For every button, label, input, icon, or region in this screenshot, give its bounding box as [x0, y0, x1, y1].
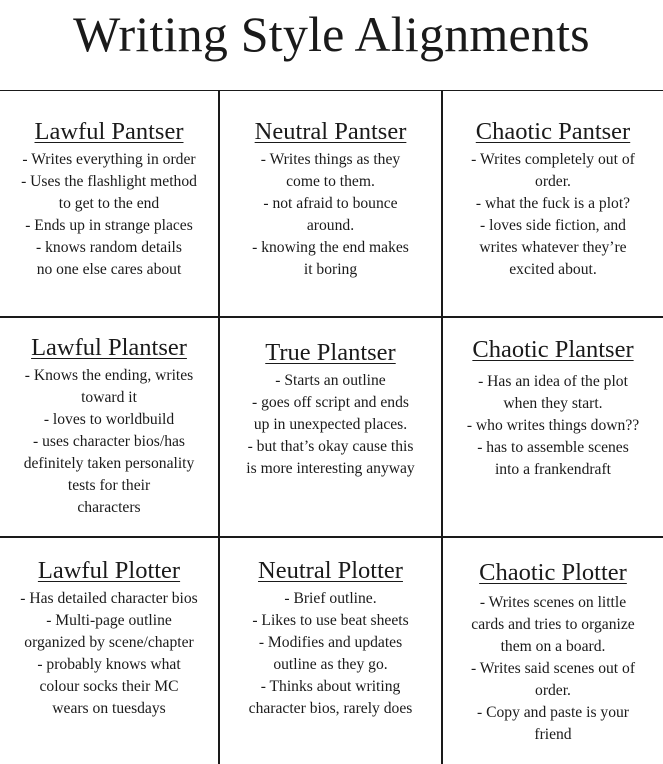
cell-description: [0, 588, 218, 720]
cell-line: tests for their: [67, 477, 151, 494]
cell-description: [443, 590, 663, 746]
cell-heading: Neutral Pantser: [254, 118, 407, 145]
cell-heading: Chaotic Plantser: [472, 336, 634, 363]
cell-chaotic-plotter: [443, 558, 663, 746]
cell-line: - Writes everything in order: [22, 151, 196, 168]
cell-description: [0, 365, 218, 519]
cell-true-plantser: [220, 338, 441, 480]
cell-line: - uses character bios/has: [33, 433, 185, 450]
page-title: Writing Style Alignments: [73, 6, 590, 62]
row-divider-1: [0, 316, 663, 318]
cell-line: outline as they go.: [273, 656, 388, 673]
cell-line: it boring: [303, 261, 358, 278]
cell-line: excited about.: [509, 261, 597, 278]
cell-heading: Chaotic Pantser: [475, 118, 631, 145]
cell-line: come to them.: [286, 173, 375, 190]
cell-line: - Knows the ending, writes: [24, 367, 194, 384]
cell-line: - goes off script and ends: [252, 394, 409, 411]
cell-line: is more interesting anyway: [246, 460, 415, 477]
cell-line: organized by scene/chapter: [24, 634, 194, 651]
cell-heading: Lawful Plotter: [37, 557, 181, 584]
cell-line: - Has an idea of the plot: [478, 373, 628, 390]
cell-line: - Writes things as they: [260, 151, 401, 168]
cell-line: - Ends up in strange places: [25, 217, 193, 234]
cell-line: to get to the end: [58, 195, 160, 212]
cell-line: - loves side fiction, and: [480, 217, 626, 234]
cell-line: - Starts an outline: [275, 372, 386, 389]
cell-line: wears on tuesdays: [52, 700, 166, 717]
cell-line: - Brief outline.: [284, 590, 377, 607]
cell-line: writes whatever they’re: [479, 239, 627, 256]
alignment-grid: [0, 90, 663, 763]
cell-neutral-plotter: [220, 556, 441, 720]
cell-neutral-pantser: [220, 117, 441, 281]
cell-line: - but that’s okay cause this: [247, 438, 414, 455]
cell-line: when they start.: [503, 395, 603, 412]
cell-line: - Has detailed character bios: [20, 590, 198, 607]
cell-chaotic-pantser: [443, 117, 663, 281]
cell-description: [443, 367, 663, 481]
cell-heading: Neutral Plotter: [258, 557, 403, 584]
cell-line: - Copy and paste is your: [476, 704, 630, 721]
cell-line: up in unexpected places.: [253, 416, 408, 433]
cell-line: - probably knows what: [37, 656, 181, 673]
cell-description: [0, 149, 218, 281]
cell-line: - has to assemble scenes: [477, 439, 629, 456]
cell-description: [220, 588, 441, 720]
cell-line: - who writes things down??: [466, 417, 640, 434]
cell-line: no one else cares about: [36, 261, 182, 278]
cell-line: - Writes scenes on little: [479, 594, 627, 611]
cell-line: - Writes completely out of: [471, 151, 635, 168]
cell-line: into a frankendraft: [494, 461, 612, 478]
cell-line: - knowing the end makes: [252, 239, 409, 256]
cell-line: - Likes to use beat sheets: [252, 612, 409, 629]
cell-heading: Lawful Plantser: [31, 334, 187, 361]
cell-heading: Lawful Pantser: [34, 118, 184, 145]
cell-line: - not afraid to bounce: [263, 195, 398, 212]
cell-line: order.: [535, 173, 571, 190]
cell-line: character bios, rarely does: [248, 700, 413, 717]
cell-line: them on a board.: [500, 638, 606, 655]
cell-lawful-pantser: [0, 117, 218, 281]
cell-description: [220, 149, 441, 281]
cell-chaotic-plantser: [443, 335, 663, 481]
cell-line: characters: [77, 499, 141, 516]
cell-line: around.: [306, 217, 355, 234]
cell-line: - knows random details: [36, 239, 182, 256]
cell-heading: Chaotic Plotter: [479, 559, 627, 586]
cell-line: friend: [534, 726, 572, 743]
cell-line: - what the fuck is a plot?: [475, 195, 631, 212]
cell-line: toward it: [81, 389, 137, 406]
cell-line: - Uses the flashlight method: [21, 173, 197, 190]
cell-line: - Writes said scenes out of: [470, 660, 636, 677]
cell-line: - Modifies and updates: [258, 634, 403, 651]
cell-line: order.: [535, 682, 571, 699]
cell-line: - loves to worldbuild: [43, 411, 175, 428]
cell-line: - Multi-page outline: [46, 612, 172, 629]
cell-line: definitely taken personality: [23, 455, 195, 472]
cell-description: [220, 370, 441, 480]
cell-line: cards and tries to organize: [471, 616, 635, 633]
cell-heading: True Plantser: [265, 339, 396, 366]
cell-lawful-plotter: [0, 556, 218, 720]
cell-description: [443, 149, 663, 281]
cell-lawful-plantser: [0, 333, 218, 519]
cell-line: - Thinks about writing: [260, 678, 401, 695]
row-divider-2: [0, 536, 663, 538]
cell-line: colour socks their MC: [39, 678, 179, 695]
